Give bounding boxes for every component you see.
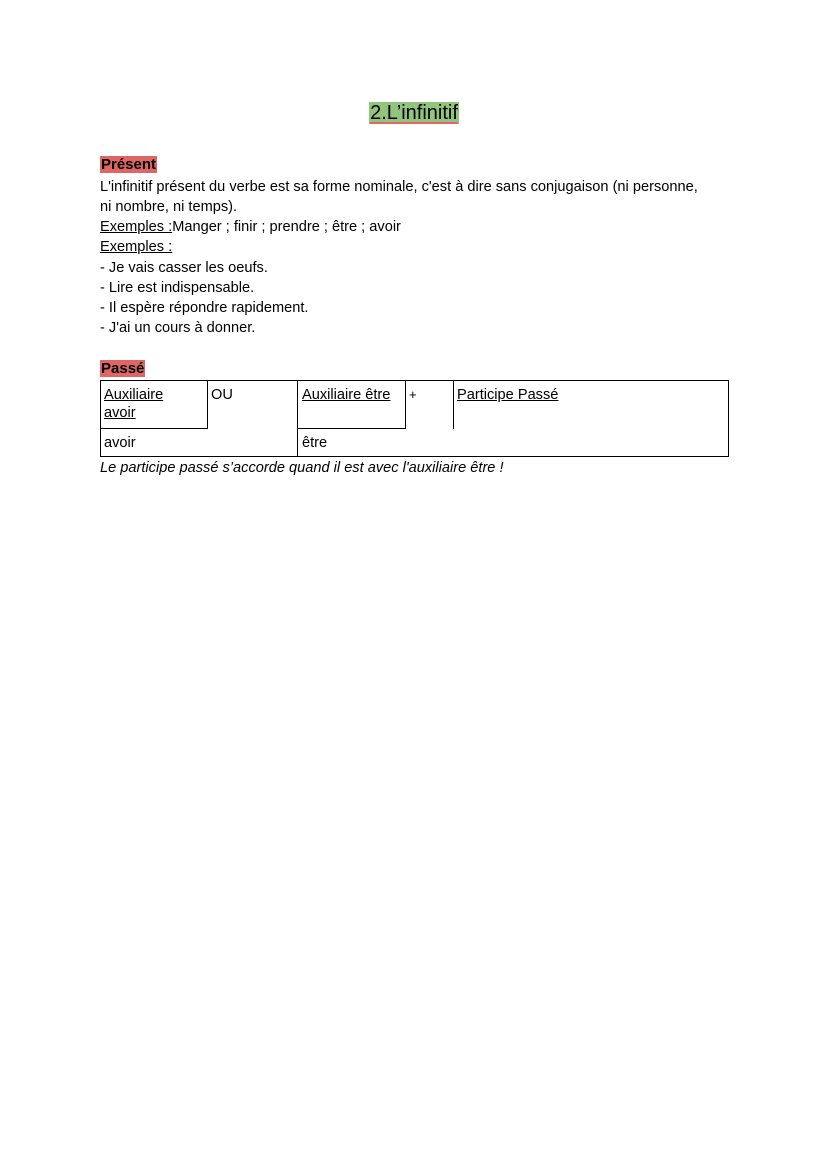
cell-auxiliaire-avoir-line-2: avoir xyxy=(104,405,136,421)
cell-ou: OU xyxy=(211,387,233,403)
examples-verbs: Manger ; finir ; prendre ; être ; avoir xyxy=(172,219,401,235)
example-item: - Lire est indispensable. xyxy=(100,280,255,296)
passe-heading-text: Passé xyxy=(101,360,145,377)
page-title xyxy=(0,100,828,126)
cell-plus: + xyxy=(409,387,417,402)
table-divider xyxy=(297,428,406,429)
examples-line-2 xyxy=(100,237,740,257)
cell-participe-passe: Participe Passé xyxy=(457,387,559,403)
table-divider xyxy=(101,428,208,429)
example-item: - Je vais casser les oeufs. xyxy=(100,260,268,276)
cell-auxiliaire-etre: Auxiliaire être xyxy=(302,387,391,403)
present-heading xyxy=(100,156,157,174)
table-divider xyxy=(453,381,454,429)
example-item: - J'ai un cours à donner. xyxy=(100,320,256,336)
present-heading-text: Présent xyxy=(101,156,157,173)
present-definition-line-2: ni nombre, ni temps). xyxy=(100,199,238,215)
page-title-text: 2.L’infinitif xyxy=(370,102,458,124)
table-divider xyxy=(207,381,208,429)
present-definition-line-1: L'infinitif présent du verbe est sa forme nominale, c'est à dire sans conjugaison (ni personne, xyxy=(100,179,698,195)
cell-etre: être xyxy=(302,435,328,451)
example-item: - Il espère répondre rapidement. xyxy=(100,300,309,316)
participe-note: Le participe passé s’accorde quand il est avec l'auxiliaire être ! xyxy=(100,460,504,476)
examples-line-1 xyxy=(100,217,740,237)
cell-auxiliaire-avoir-line-1: Auxiliaire xyxy=(104,387,164,403)
examples-label-1: Exemples : xyxy=(100,219,173,235)
table-divider xyxy=(405,381,406,429)
cell-avoir: avoir xyxy=(104,435,136,451)
passe-table xyxy=(100,380,729,457)
table-divider xyxy=(297,381,298,457)
examples-label-2: Exemples : xyxy=(100,239,173,255)
passe-heading xyxy=(100,360,145,378)
